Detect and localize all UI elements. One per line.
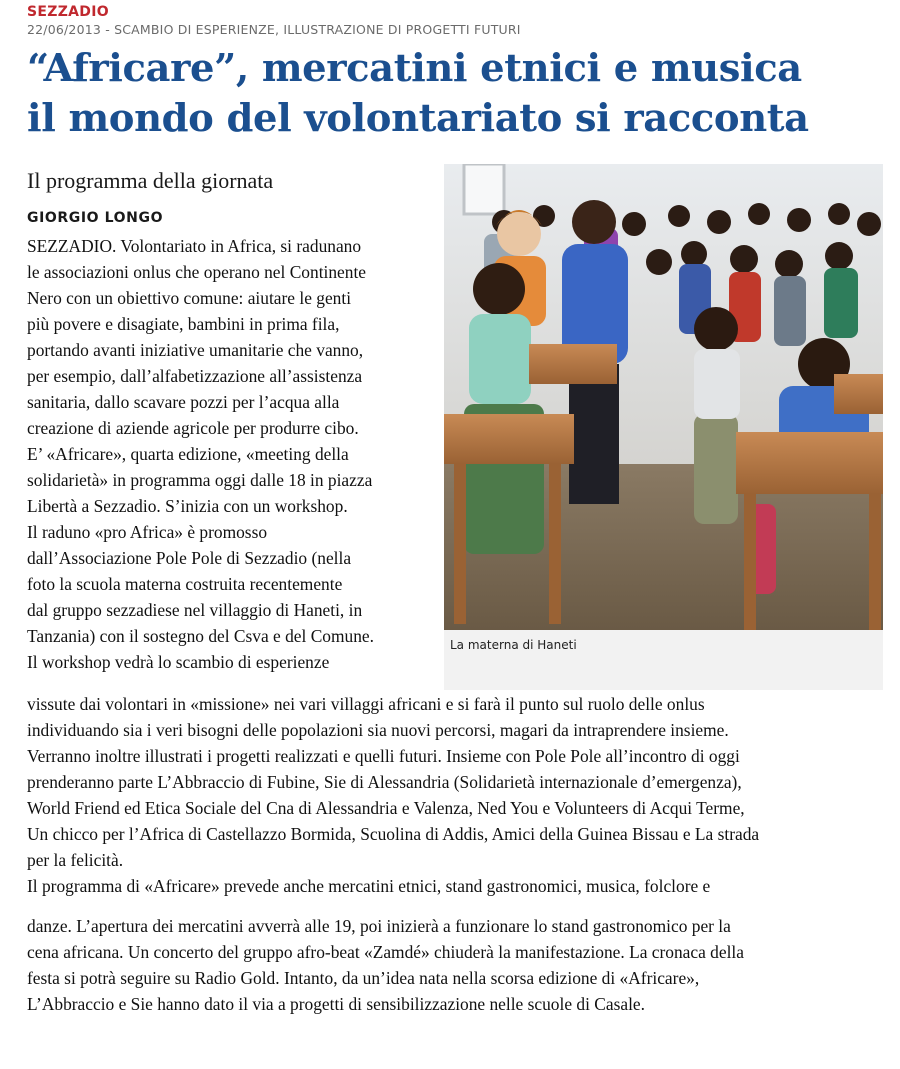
subheadline: Il programma della giornata xyxy=(27,168,274,193)
body-line: E’ «Africare», quarta edizione, «meeting della xyxy=(27,444,349,464)
body-line: Il raduno «pro Africa» è promosso xyxy=(27,522,268,542)
body-line: Libertà a Sezzadio. S’inizia con un workshop. xyxy=(27,496,348,516)
body-line: World Friend ed Etica Sociale del Cna di Alessandria e Valenza, Ned You e Volunteers di Acqui Terme, xyxy=(27,798,745,818)
article-photo xyxy=(444,164,883,630)
body-line: cena africana. Un concerto del gruppo afro-beat «Zamdé» chiuderà la manifestazione. La cronaca della xyxy=(27,942,744,962)
body-line: creazione di aziende agricole per produrre cibo. xyxy=(27,418,359,438)
body-line: Un chicco per l’Africa di Castellazzo Bormida, Scuolina di Addis, Amici della Guinea Bissau e La strada xyxy=(27,824,760,844)
body-line: L’Abbraccio e Sie hanno dato il via a progetti di sensibilizzazione nelle scuole di Casale. xyxy=(27,994,645,1014)
article-photo-figure xyxy=(444,164,883,690)
body-line: prenderanno parte L’Abbraccio di Fubine, Sie di Alessandria (Solidarietà internazionale d’emergenza), xyxy=(27,772,742,792)
body-line: Tanzania) con il sostegno del Csva e del Comune. xyxy=(27,626,374,646)
dateline: 22/06/2013 - SCAMBIO DI ESPERIENZE, ILLUSTRAZIONE DI PROGETTI FUTURI xyxy=(27,22,521,37)
body-line: le associazioni onlus che operano nel Continente xyxy=(27,262,367,282)
photo-caption: La materna di Haneti xyxy=(450,638,577,652)
headline-line: il mondo del volontariato si racconta xyxy=(27,96,809,141)
classroom-photo-illustration xyxy=(444,164,883,630)
body-line: solidarietà» in programma oggi dalle 18 in piazza xyxy=(27,470,373,490)
body-line: vissute dai volontari in «missione» nei vari villaggi africani e si farà il punto sul ruolo delle onlus xyxy=(27,694,705,714)
body-line: danze. L’apertura dei mercatini avverrà alle 19, poi inizierà a funzionare lo stand gastronomico per la xyxy=(27,916,731,936)
body-line: dal gruppo sezzadiese nel villaggio di Haneti, in xyxy=(27,600,363,620)
body-line: Il programma di «Africare» prevede anche mercatini etnici, stand gastronomici, musica, folclore e xyxy=(27,876,711,896)
headline xyxy=(27,44,887,144)
body-line: per esempio, dall’alfabetizzazione all’assistenza xyxy=(27,366,363,386)
body-line: più povere e disagiate, bambini in prima fila, xyxy=(27,314,340,334)
body-line: Il workshop vedrà lo scambio di esperienze xyxy=(27,652,330,672)
body-line: individuando sia i veri bisogni delle popolazioni sia nuovi percorsi, magari da intraprendere insieme. xyxy=(27,720,729,740)
author-byline: GIORGIO LONGO xyxy=(27,210,164,226)
headline-line: “Africare”, mercatini etnici e musica xyxy=(27,46,802,91)
body-line: per la felicità. xyxy=(27,850,124,870)
body-line: portando avanti iniziative umanitarie che vanno, xyxy=(27,340,364,360)
body-line: sanitaria, dallo scavare pozzi per l’acqua alla xyxy=(27,392,340,412)
body-line: SEZZADIO. Volontariato in Africa, si radunano xyxy=(27,236,362,256)
body-line: foto la scuola materna costruita recentemente xyxy=(27,574,343,594)
body-line: Verranno inoltre illustrati i progetti realizzati e quelli futuri. Insieme con Pole Pole all’incontro di oggi xyxy=(27,746,740,766)
body-line: festa si potrà seguire su Radio Gold. Intanto, da un’idea nata nella scorsa edizione di «Africare», xyxy=(27,968,700,988)
section-kicker: SEZZADIO xyxy=(27,4,109,20)
body-line: dall’Associazione Pole Pole di Sezzadio (nella xyxy=(27,548,352,568)
body-line: Nero con un obiettivo comune: aiutare le genti xyxy=(27,288,352,308)
